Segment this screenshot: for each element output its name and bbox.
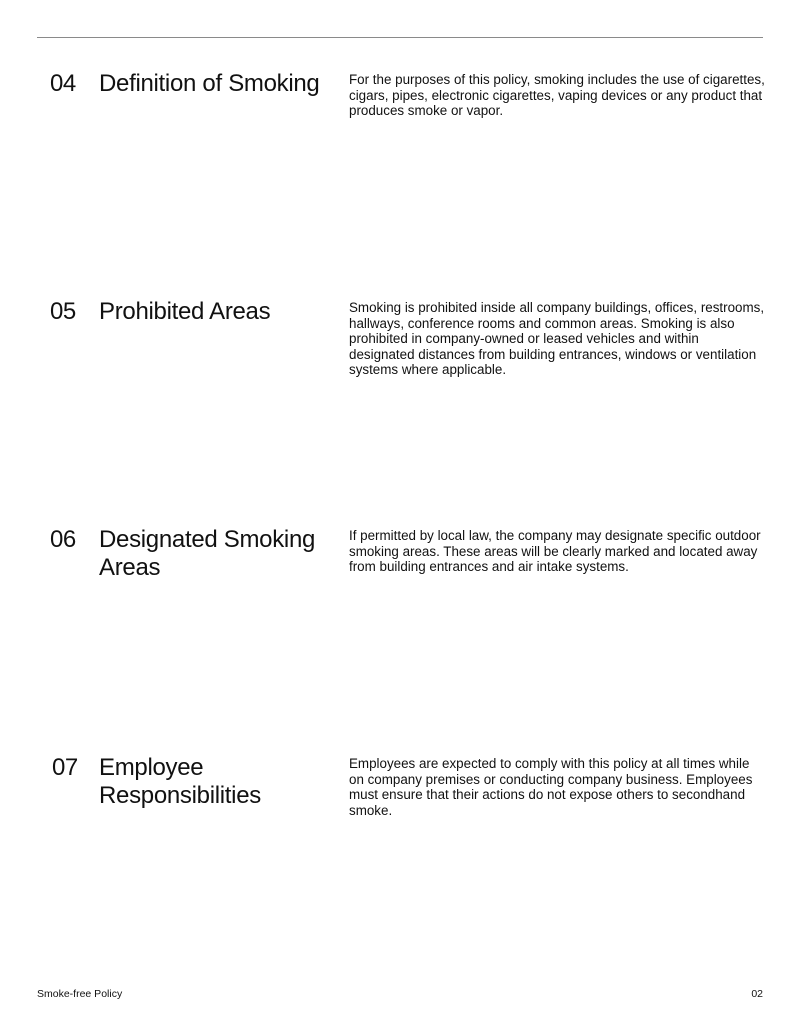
footer-page-number: 02	[751, 988, 763, 1000]
section-body: If permitted by local law, the company may designate specific outdoor smoking areas. These areas will be clearly marked and located away from building entrances and air intake systems.	[349, 528, 761, 575]
section-body: For the purposes of this policy, smoking includes the use of cigarettes, cigars, pipes, electronic cigarettes, vaping devices or any product that produces smoke or vapor.	[349, 72, 765, 119]
section-body: Employees are expected to comply with this policy at all times while on company premises or conducting company business. Employees must ensure that their actions do not expose others to secondhand smoke.	[349, 756, 753, 818]
section-body: Smoking is prohibited inside all company buildings, offices, restrooms, hallways, conference rooms and common areas. Smoking is also prohibited in company-owned or leased vehicles and within designated distances from building entrances, windows or ventilation systems where applicable.	[349, 300, 765, 378]
section-title: Prohibited Areas	[99, 298, 271, 325]
section-title: Employee Responsibilities	[99, 754, 261, 809]
section-number: 04	[50, 70, 76, 97]
section-number: 06	[50, 526, 76, 553]
footer-document-title: Smoke-free Policy	[37, 988, 123, 1000]
section-title: Designated Smoking Areas	[99, 526, 316, 581]
header-divider	[37, 37, 763, 38]
section-title: Definition of Smoking	[99, 70, 320, 97]
section-number: 05	[50, 298, 76, 325]
section-number: 07	[52, 754, 78, 781]
